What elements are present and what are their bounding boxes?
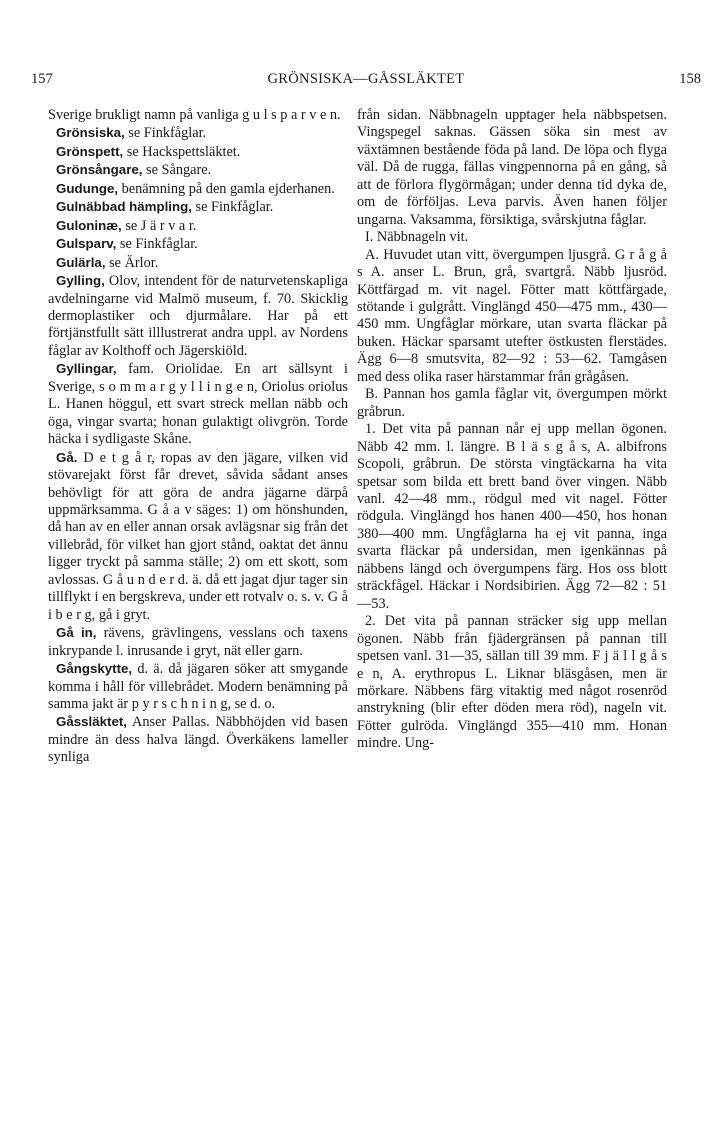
entry-gronsangare — [48, 161, 348, 179]
entry-gangskytte — [48, 660, 348, 713]
entry-term: Gulärla, — [56, 254, 106, 270]
left-column — [48, 107, 348, 767]
entry-guloninae — [48, 217, 348, 235]
entry-ga — [48, 449, 348, 625]
entry-term: Gulsparv, — [56, 236, 117, 252]
entry-text: se Finkfåglar. — [116, 236, 198, 253]
entry-gudunge — [48, 180, 348, 198]
entry-gularla — [48, 254, 348, 272]
entry-term: Grönsångare, — [56, 162, 143, 178]
entry-term: Grönsiska, — [56, 125, 125, 141]
entry-term: Gulnäbbad hämpling, — [56, 199, 192, 215]
entry-term: Gylling, — [56, 273, 105, 289]
entry-text: Olov, intendent för de naturvetenskapliga avdelningarne vid Malmö museum, f. 70. Skicklig dermoplastiker och djurmålare. Har på ett förtjänstfullt sätt illlustrerat andra uppl. av Nordens fåglar av Kolthoff och Jägerskiöld. — [48, 273, 348, 359]
entry-text: se Sångare. — [142, 162, 212, 179]
paragraph-section-2: 2. Det vita på pannan sträcker sig upp mellan ögonen. Näbb från fjädergränsen på pannan till spetsen vanl. 31—35, sällan till 39 mm. F j ä l l g å s e n, A. erythropus L. Liknar bläsgåsen, men är mörkare. Näbbens färg vitaktig med något rosenröd anstrykning (blir efter döden mera röd), nageln vit. Fötter gulröda. Vinglängd 355—410 mm. Honan mindre. Ung- — [357, 613, 667, 752]
entry-gasslaktet — [48, 713, 348, 766]
entry-text: rävens, grävlingens, vesslans och taxens inkrypande l. inrusande i gryt, nät eller garn. — [48, 625, 348, 659]
entry-text: Anser Pallas. Näbbhöjden vid basen mindre än dess halva längd. Överkäkens lameller synliga — [48, 714, 348, 766]
entry-text: se Finkfåglar. — [191, 199, 274, 216]
entry-gulsparv — [48, 235, 348, 253]
entry-text: d. ä. då jägaren söker att smygande komma i håll för villebrådet. Modern benämning på samma jakt är p y r s c h n i n g, se d. o. — [48, 661, 348, 712]
entry-gyllingar — [48, 360, 348, 448]
right-column — [357, 107, 667, 753]
entry-gylling — [48, 272, 348, 360]
entry-term: Gudunge, — [56, 180, 119, 196]
entry-continuation — [48, 107, 348, 124]
paragraph-continuation: från sidan. Näbbnageln upptager hela näbbspetsen. Vingspegel saknas. Gässen söka sin mest av växtämnen bestående föda på land. De löpa och flyga väl. Då de rugga, fällas vingpennorna på en gång, så att de förlora flygörmågan; under denna tid dyka de, om de förföljas. Leva parvis. Även hanen följer ungarna. Vaksamma, försiktiga, svårskjutna fåglar. — [357, 107, 667, 228]
page-number-right: 158 — [679, 71, 701, 87]
entry-gulnabbad-hampling — [48, 198, 348, 216]
entry-text: se Ärlor. — [105, 254, 159, 271]
entry-gronspett — [48, 143, 348, 161]
paragraph-section-1: 1. Det vita på pannan når ej upp mellan ögonen. Näbb 42 mm. l. längre. B l ä s g å s, A. albifrons Scopoli, gråbrun. De största vingtäckarna ha vita spetsar som bilda ett brett band över vingen. Näbb vanl. 42—48 mm., rödgul med vit nagel. Fötter rödgula. Vinglängd hos hanen 400—450, hos honan 380—400 mm. Ungfåglarna ha ej vit panna, inga svarta fläckar på undersidan, men igenkännas på näbbens längd och övergumpens färg. Hos oss blott sträckfågel. Häckar i Nordsibirien. Ägg 72—82 : 51—53. — [357, 421, 667, 612]
entry-term: Gå. — [56, 449, 78, 465]
paragraph-section-a: A. Huvudet utan vitt, övergumpen ljusgrå. G r å g å s A. anser L. Brun, grå, svartgrå. Näbb ljusröd. Köttfärgad m. vit nagel. Fötter matt köttfärgade, stötande i gulgrått. Vinglängd 450—475 mm., 430—450 mm. Ungfåglar mörkare, utan svarta fläckar på buken. Häckar sparsamt utefter östkusten flerstädes. Ägg 6—8 smutsvita, 82—92 : 53—62. Tamgåsen med dess olika raser härstammar från grågåsen. — [357, 246, 667, 385]
entry-term: Grönspett, — [56, 143, 124, 159]
entry-term: Gångskytte, — [56, 661, 133, 677]
entry-term: Gyllingar, — [56, 361, 117, 377]
paragraph-section-b: B. Pannan hos gamla fåglar vit, övergumpen mörkt gråbrun. — [357, 386, 667, 420]
running-title: GRÖNSISKA—GÅSSLÄKTET — [267, 71, 465, 87]
entry-text: D e t g å r, ropas av den jägare, vilken vid stövarejakt först får drevet, såvida sådant anses behövligt för att göra de andra jägarne därpå uppmärksamma. G å a v säges: 1) om hönshunden, då han av en eller annan orsak avlägsnar sig från det villebråd, för vilket han gjort stånd, oaktat det ännu ligger tryckt på samma ställe; 2) om ett skott, som avlossas. G å u n d e r d. ä. då ett jagat djur tager sin tillflykt i en bergskreva, under ett rotvalv o. s. v. G å i b e r g, gå i gryt. — [48, 449, 348, 623]
entry-text: se J ä r v a r. — [121, 217, 197, 234]
entry-text: se Finkfåglar. — [124, 125, 207, 142]
entry-text: fam. Oriolidae. En art sällsynt i Sverige, s o m m a r g y l l i n g e n, Oriolus oriolus L. Hanen höggul, ett svart streck mellan näbb och öga, vingar svarta; honan gulaktigt olivgrön. Torde häcka i sydligaste Skåne. — [48, 361, 348, 448]
entry-ga-in — [48, 624, 348, 660]
entry-gronsiska — [48, 124, 348, 142]
entry-text: se Hackspettsläktet. — [123, 143, 241, 160]
entry-term: Guloninæ, — [56, 217, 122, 233]
entry-term: Gåssläktet, — [56, 714, 127, 730]
paragraph-section-i: I. Näbbnageln vit. — [365, 229, 469, 246]
page-header — [31, 71, 701, 93]
entry-text: Sverige brukligt namn på vanliga g u l s p a r v e n. — [48, 107, 341, 123]
page-number-left: 157 — [31, 71, 53, 87]
entry-text: benämning på den gamla ejderhanen. — [118, 180, 335, 197]
entry-term: Gå in, — [56, 625, 97, 641]
